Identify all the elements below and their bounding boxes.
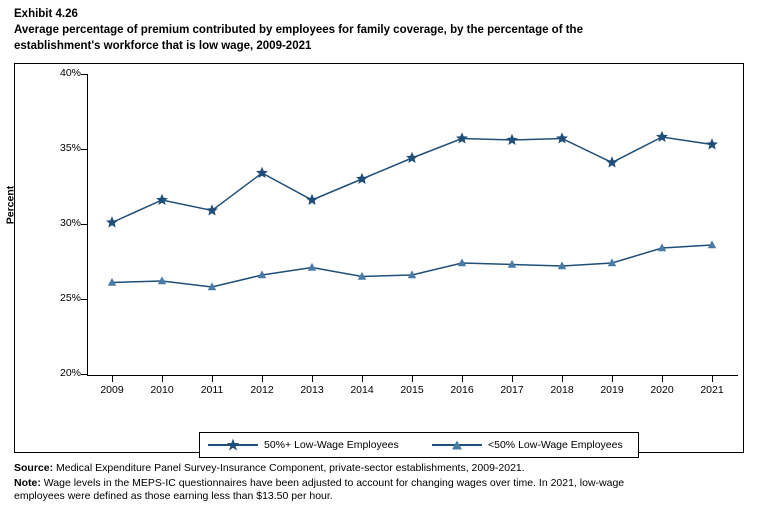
plot-area bbox=[87, 74, 737, 374]
note-line-2: employees were defined as those earning less than $13.50 per hour. bbox=[14, 490, 333, 502]
data-point-marker bbox=[106, 216, 118, 227]
y-tick-label: 25% bbox=[59, 292, 81, 304]
series-1 bbox=[106, 131, 718, 228]
source-label: Source: bbox=[14, 462, 54, 474]
data-point-marker bbox=[506, 134, 518, 145]
data-point-marker bbox=[156, 194, 168, 205]
note-line bbox=[14, 477, 744, 491]
legend-swatch-triangle bbox=[432, 438, 482, 452]
x-tick-label: 2011 bbox=[200, 384, 224, 396]
x-tick-label: 2010 bbox=[150, 384, 174, 396]
data-point-marker bbox=[556, 132, 568, 143]
x-tick-label: 2012 bbox=[250, 384, 274, 396]
x-tick-mark bbox=[712, 376, 713, 382]
series-line bbox=[112, 137, 712, 223]
legend-item-low-low-wage bbox=[432, 433, 623, 457]
data-point-marker bbox=[656, 131, 668, 142]
x-tick-mark bbox=[462, 376, 463, 382]
series-line bbox=[112, 245, 712, 287]
data-point-marker bbox=[306, 194, 318, 205]
exhibit-number: Exhibit 4.26 bbox=[14, 8, 78, 20]
x-tick-label: 2014 bbox=[350, 384, 374, 396]
data-point-marker bbox=[206, 204, 218, 215]
x-tick-label: 2020 bbox=[650, 384, 674, 396]
chart-frame bbox=[4, 63, 744, 453]
exhibit-title-line-1: Average percentage of premium contributed by employees for family coverage, by the percentage of the bbox=[14, 24, 583, 36]
data-point-marker bbox=[406, 152, 418, 163]
x-tick-label: 2009 bbox=[100, 384, 124, 396]
x-tick-label: 2017 bbox=[500, 384, 524, 396]
x-tick-label: 2015 bbox=[400, 384, 424, 396]
exhibit-title-line-2: establishment's workforce that is low wage, 2009-2021 bbox=[14, 40, 312, 52]
x-tick-mark bbox=[162, 376, 163, 382]
data-point-marker bbox=[606, 156, 618, 167]
x-tick-mark bbox=[612, 376, 613, 382]
data-point-marker bbox=[308, 263, 316, 271]
y-tick-mark bbox=[81, 374, 87, 375]
y-tick-label: 30% bbox=[59, 217, 81, 229]
x-tick-mark bbox=[362, 376, 363, 382]
note-label: Note: bbox=[14, 476, 41, 489]
legend-item-high-low-wage bbox=[208, 433, 399, 457]
x-tick-label: 2021 bbox=[700, 384, 724, 396]
x-tick-label: 2018 bbox=[550, 384, 574, 396]
triangle-icon bbox=[450, 438, 464, 452]
star-icon bbox=[226, 438, 240, 452]
y-tick-label: 35% bbox=[59, 142, 81, 154]
data-point-marker bbox=[456, 132, 468, 143]
note-text: Wage levels in the MEPS-IC questionnaires have been adjusted to account for changing wages over time. In 2021, low-wage bbox=[40, 476, 625, 489]
x-tick-mark bbox=[212, 376, 213, 382]
series-2 bbox=[108, 240, 716, 290]
footnotes bbox=[14, 462, 744, 504]
data-point-marker bbox=[356, 173, 368, 184]
line-chart-svg bbox=[87, 74, 737, 374]
x-tick-mark bbox=[562, 376, 563, 382]
x-tick-label: 2013 bbox=[300, 384, 324, 396]
x-tick-mark bbox=[662, 376, 663, 382]
y-axis-title: Percent bbox=[4, 185, 17, 225]
y-tick-label: 40% bbox=[59, 67, 81, 79]
x-tick-label: 2016 bbox=[450, 384, 474, 396]
exhibit-header bbox=[14, 7, 714, 54]
source-line bbox=[14, 462, 744, 476]
x-tick-label: 2019 bbox=[600, 384, 624, 396]
x-tick-mark bbox=[512, 376, 513, 382]
legend-swatch-star bbox=[208, 438, 258, 452]
x-tick-mark bbox=[262, 376, 263, 382]
x-tick-mark bbox=[312, 376, 313, 382]
source-text: Medical Expenditure Panel Survey-Insurance Component, private-sector establishments, 2009-2021. bbox=[53, 462, 525, 474]
y-tick-label: 20% bbox=[59, 367, 81, 379]
x-tick-mark bbox=[112, 376, 113, 382]
legend-label-2: <50% Low-Wage Employees bbox=[488, 439, 623, 451]
x-tick-mark bbox=[412, 376, 413, 382]
data-point-marker bbox=[706, 138, 718, 149]
legend-label-1: 50%+ Low-Wage Employees bbox=[264, 439, 399, 451]
data-point-marker bbox=[708, 240, 716, 248]
chart-legend bbox=[199, 432, 639, 458]
